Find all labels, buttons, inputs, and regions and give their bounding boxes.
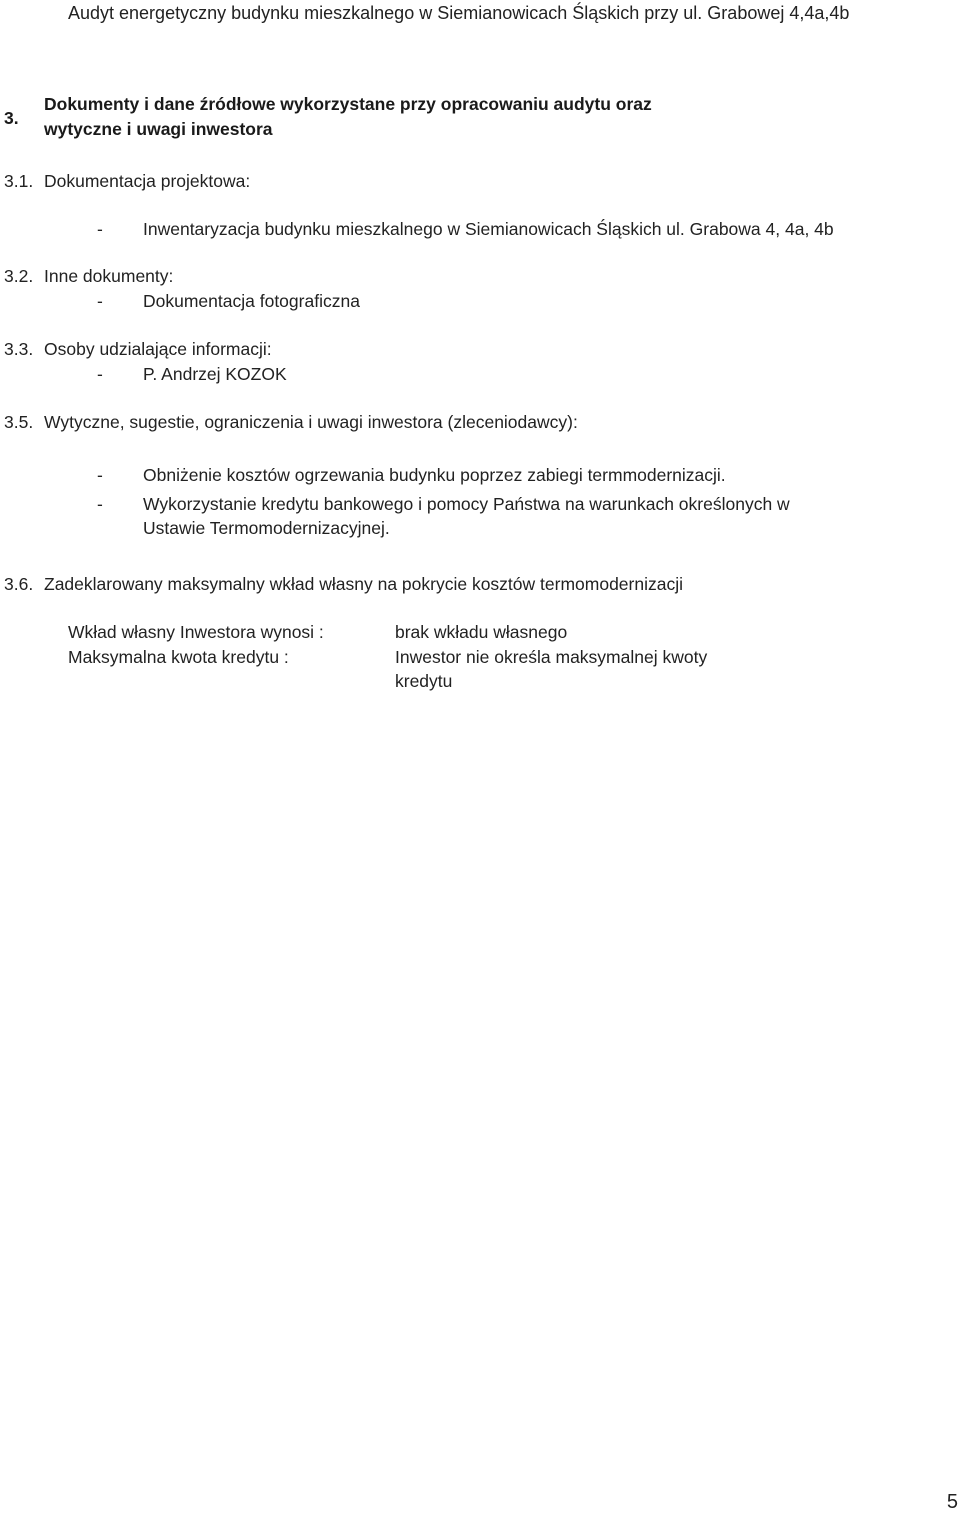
bullet-dash: - — [97, 364, 103, 384]
section-3-2-title: Inne dokumenty: — [44, 266, 174, 286]
bullet-dash: - — [97, 219, 103, 239]
section-3-1-title: Dokumentacja projektowa: — [44, 171, 251, 191]
max-credit-value: Inwestor nie określa maksymalnej kwoty — [395, 647, 708, 667]
bullet-dash: - — [97, 494, 103, 514]
section-3-title-line2: wytyczne i uwagi inwestora — [44, 119, 273, 139]
bullet-dash: - — [97, 465, 103, 485]
section-3-3-item: P. Andrzej KOZOK — [143, 364, 287, 384]
section-3-title-line1: Dokumenty i dane źródłowe wykorzystane przy opracowaniu audytu oraz — [44, 94, 652, 114]
bullet-dash: - — [97, 291, 103, 311]
section-3-3-title: Osoby udzialające informacji: — [44, 339, 272, 359]
own-contribution-label: Wkład własny Inwestora wynosi : — [68, 622, 324, 642]
page-number: 5 — [946, 1491, 958, 1513]
section-3-5-item-1: Obniżenie kosztów ogrzewania budynku poprzez zabiegi termmodernizacji. — [143, 465, 726, 485]
section-3-5-number: 3.5. — [4, 412, 34, 432]
max-credit-label: Maksymalna kwota kredytu : — [68, 647, 289, 667]
section-3-number: 3. — [4, 108, 19, 128]
section-3-5-item-2-cont: Ustawie Termomodernizacyjnej. — [143, 518, 390, 538]
section-3-5-item-2: Wykorzystanie kredytu bankowego i pomocy Państwa na warunkach określonych w — [143, 494, 790, 514]
max-credit-value-cont: kredytu — [395, 671, 453, 691]
section-3-3-number: 3.3. — [4, 339, 34, 359]
section-3-5-title: Wytyczne, sugestie, ograniczenia i uwagi inwestora (zleceniodawcy): — [44, 412, 578, 432]
section-3-2-number: 3.2. — [4, 266, 34, 286]
page-header: Audyt energetyczny budynku mieszkalnego w Siemianowicach Śląskich przy ul. Grabowej 4,4a,4b — [68, 3, 850, 23]
section-3-2-item: Dokumentacja fotograficzna — [143, 291, 360, 311]
section-3-6-title: Zadeklarowany maksymalny wkład własny na pokrycie kosztów termomodernizacji — [44, 574, 683, 594]
section-3-1-number: 3.1. — [4, 171, 34, 191]
section-3-1-item: Inwentaryzacja budynku mieszkalnego w Siemianowicach Śląskich ul. Grabowa 4, 4a, 4b — [143, 219, 834, 239]
section-3-6-number: 3.6. — [4, 574, 34, 594]
own-contribution-value: brak wkładu własnego — [395, 622, 568, 642]
